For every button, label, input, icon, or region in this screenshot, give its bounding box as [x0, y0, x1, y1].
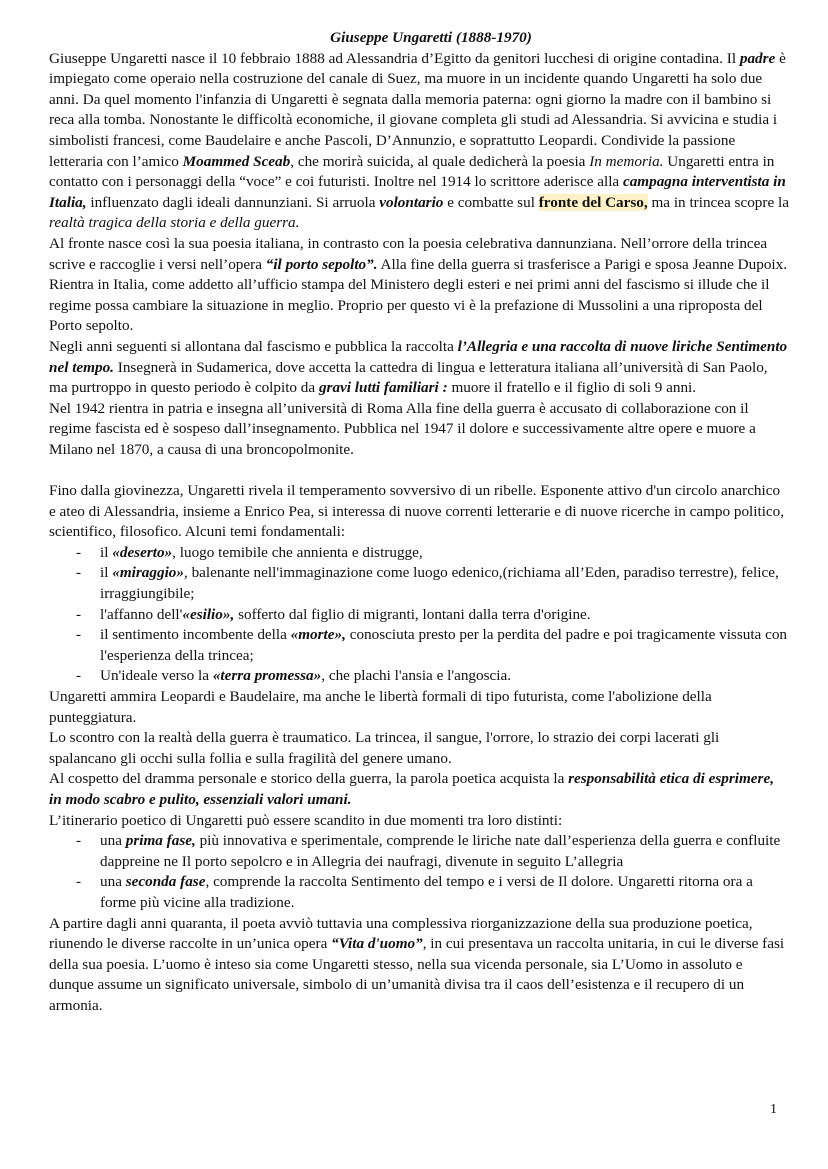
paragraph-themes-intro: Fino dalla giovinezza, Ungaretti rivela il temperamento sovversivo di un ribelle. Esponente attivo d'un circolo anarchico e ateo di Alessandria, insieme a Enrico Pea, si interessa di nuove correnti letterarie e di nuove ricerche in campo politico, scientifico, filosofico. Alcuni temi fondamentali: — [49, 482, 785, 541]
emphasis-phase: seconda fase — [125, 873, 206, 891]
dash-bullet: - — [76, 543, 82, 561]
text: , in cui presentava un raccolta unitaria, in cui le diverse fasi della sua poesia. L’uomo è inteso sia come Ungaretti stesso, nella sua vicenda personale, sia L’Uomo in assoluto e dunque assume un significato universale, simbolo di un’umanità divisa tra il caos dell’esistenza e il recupero di un armonia. — [49, 935, 785, 1014]
text: l'affanno dell' — [100, 605, 183, 623]
highlight-fronte-del-carso: fronte del Carso, — [538, 193, 648, 211]
emphasis-volontario: volontario — [379, 193, 444, 211]
text: Negli anni seguenti si allontana dal fascismo e pubblica la raccolta — [49, 337, 458, 355]
document-title: Giuseppe Ungaretti (1888-1970) — [330, 29, 532, 46]
text: Ungaretti entra in contatto con i personaggi della “voce” e coi futuristi. Inoltre nel 1914 lo scrittore aderisce alla — [49, 152, 775, 191]
text: , comprende la raccolta Sentimento del tempo e i versi de Il dolore. Ungaretti ritorna ora a forme più vicine alla tradizione. — [100, 873, 753, 911]
text: A partire dagli anni quaranta, il poeta avviò tuttavia una complessiva riorganizzazione della sua produzione poetica, riunendo le diverse raccolte in un’unica opera — [49, 914, 753, 953]
emphasis-gravi-lutti: gravi lutti familiari : — [318, 379, 448, 397]
list-item-morte — [49, 625, 789, 666]
paragraph-war-trauma: Lo scontro con la realtà della guerra è traumatico. La trincea, il sangue, l'orrore, lo strazio dei corpi lacerati gli spalancano gli occhi sulla follia e sulla fragilità del genere umano. — [49, 729, 720, 767]
text: Insegnerà in Sudamerica, dove accetta la cattedra di lingua e letteratura italiana all’università di San Paolo, ma purtroppo in questo periodo è colpito da — [49, 358, 768, 397]
text: , luogo temibile che annienta e distrugge, — [172, 543, 423, 561]
dash-bullet: - — [76, 667, 82, 685]
emphasis-theme: «miraggio» — [112, 564, 184, 582]
paragraph-influences: Ungaretti ammira Leopardi e Baudelaire, ma anche le libertà formali di tipo futurista, come l'abolizione della punteggiatura. — [49, 688, 712, 726]
text: , balenante nell'immaginazione come luogo edenico,(richiama all’Eden, paradiso terrestre), felice, irraggiungibile; — [100, 564, 779, 603]
emphasis-realta-tragica: realtà tragica della storia e della guerra. — [49, 214, 300, 232]
paragraph-later-years — [49, 337, 789, 399]
dash-bullet: - — [76, 605, 82, 623]
emphasis-theme: «morte», — [290, 626, 346, 644]
emphasis-campagna-interventista: campagna interventista in Italia, — [49, 173, 786, 211]
emphasis-moammed-sceab: Moammed Sceab — [182, 152, 291, 170]
paragraph-vita-duomo — [49, 914, 789, 1017]
text: Giuseppe Ungaretti nasce il 10 febbraio 1888 ad Alessandria d’Egitto da genitori lucchesi di origine contadina. Il — [49, 49, 740, 67]
dash-bullet: - — [76, 564, 82, 582]
emphasis-responsabilita-etica: responsabilità etica di esprimere, in modo scabro e pulito, essenziali valori umani. — [49, 770, 774, 808]
emphasis-phase: prima fase, — [125, 832, 196, 850]
paragraph-war-poetry — [49, 234, 789, 337]
paragraph-poetic-word — [49, 769, 789, 810]
document-page — [49, 28, 789, 1017]
emphasis-theme: «deserto» — [112, 543, 173, 561]
text: il — [100, 543, 113, 561]
text: è impiegato come operaio nella costruzione del canale di Suez, ma muore in un incidente quando Ungaretti ha solo due anni. Da quel momento l'infanzia di Ungaretti è segnata dalla memoria paterna: ogni giorno la madre con il bambino si reca alla tomba. Nonostante le difficoltà economiche, il giovane completa gli studi ad Alessandria. Si avvicina e studia i simbolisti francesi, come Baudelaire e anche Pascoli, D’Annunzio, e soprattutto Leopardi. Condivide la passione letteraria con l’amico — [49, 49, 786, 170]
phases-list — [49, 831, 789, 913]
text: influenzato dagli ideali dannunziani. Si arruola — [86, 193, 380, 211]
list-item-terra-promessa — [49, 666, 789, 687]
dash-bullet: - — [76, 832, 82, 850]
list-item-prima-fase — [49, 831, 789, 872]
text: il — [100, 564, 113, 582]
text: sofferto dal figlio di migranti, lontani dalla terra d'origine. — [234, 605, 591, 623]
text: ma in trincea scopre la — [647, 193, 789, 211]
emphasis-padre: padre — [739, 49, 776, 67]
list-item-seconda-fase — [49, 872, 789, 913]
text: il sentimento incombente della — [100, 626, 291, 644]
text: , che morirà suicida, al quale dedicherà la poesia — [290, 152, 590, 170]
list-item-esilio — [49, 605, 789, 626]
text: Un'ideale verso la — [100, 667, 213, 685]
emphasis-vita-duomo: “Vita d'uomo” — [331, 935, 423, 953]
list-item-miraggio — [49, 563, 789, 604]
emphasis-theme: «terra promessa» — [212, 667, 322, 685]
text: conosciuta presto per la perdita del padre e poi tragicamente vissuta con l'esperienza della trincea; — [100, 626, 788, 664]
text: muore il fratello e il figlio di soli 9 anni. — [447, 379, 697, 397]
themes-list — [49, 543, 789, 687]
text: , che plachi l'ansia e l'angoscia. — [321, 667, 512, 685]
emphasis-allegria: l’Allegria e una raccolta di nuove liriche Sentimento nel tempo. — [49, 337, 788, 376]
text: Al fronte nasce così la sua poesia italiana, in contrasto con la poesia celebrativa dannunziana. Nell’orrore della trincea scrive e raccoglie i versi nell’opera — [49, 234, 768, 273]
text: Al cospetto del dramma personale e storico della guerra, la parola poetica acquista la — [49, 770, 569, 788]
blank-line — [49, 460, 789, 481]
dash-bullet: - — [76, 626, 82, 644]
emphasis-theme: «esilio», — [182, 605, 235, 623]
list-item-deserto — [49, 543, 789, 564]
text: più innovativa e sperimentale, comprende le liriche nate dall’esperienza della guerra e confluite dappreine ne Il porto sepolcro e in Allegria dei naufragi, divenute in seguito L’allegria — [100, 832, 781, 870]
text: una — [100, 832, 126, 850]
text: e combatte sul — [443, 193, 539, 211]
text: Alla fine della guerra si trasferisce a Parigi e sposa Jeanne Dupoix. Rientra in Italia, come addetto all’ufficio stampa del Ministero degli esteri e nei primi anni del fascismo si illude che il regime possa cambiare la situazione in meglio. Proprio per questo vi è la prefazione di Mussolini a una riproposta del Porto sepolto. — [49, 255, 788, 335]
dash-bullet: - — [76, 873, 82, 891]
paragraph-itinerary-intro: L’itinerario poetico di Ungaretti può essere scandito in due momenti tra loro distinti: — [49, 811, 563, 829]
emphasis-porto-sepolto: “il porto sepolto”. — [265, 255, 378, 273]
text: una — [100, 873, 126, 891]
paragraph-biography-early — [49, 49, 789, 234]
page-number: 1 — [770, 1102, 777, 1117]
emphasis-in-memoria: In memoria. — [589, 152, 664, 170]
paragraph-final-years: Nel 1942 rientra in patria e insegna all’università di Roma Alla fine della guerra è accusato di collaborazione con il regime fascista ed è sospeso dall’insegnamento. Pubblica nel 1947 il dolore e successivamente altre opere e muore a Milano nel 1870, a causa di una broncopolmonite. — [49, 399, 756, 458]
